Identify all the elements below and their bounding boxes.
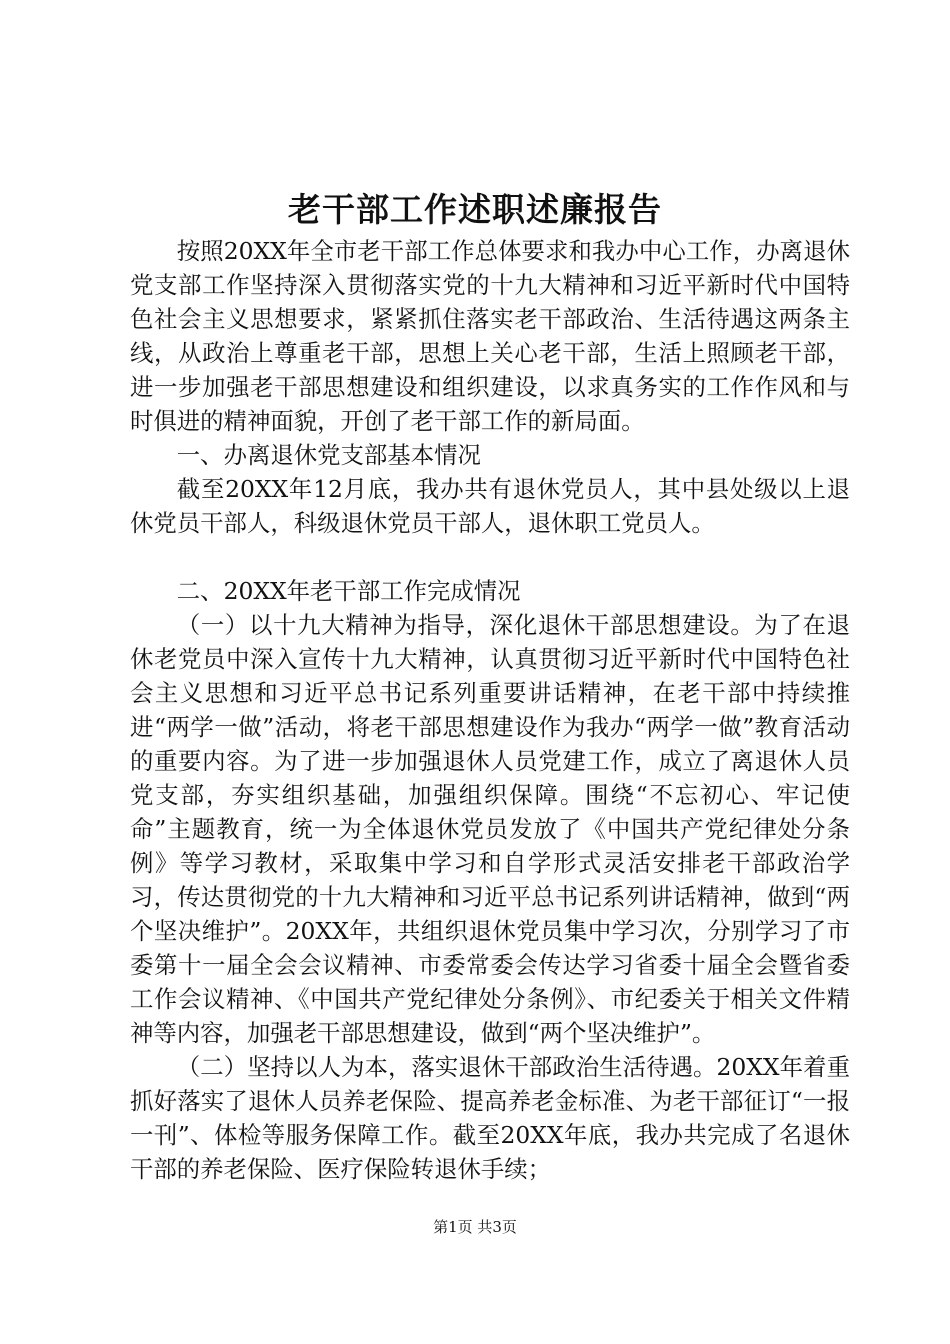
intro-paragraph: 按照20XX年全市老干部工作总体要求和我办中心工作，办离退休党支部工作坚持深入贯彻落实党的十九大精神和习近平新时代中国特色社会主义思想要求，紧紧抓住落实老干部政治、生活待遇这两条主线，从政治上尊重老干部，思想上关心老干部，生活上照顾老干部，进一步加强老干部思想建设和组织建设，以求真务实的工作作风和与时俱进的精神面貌，开创了老干部工作的新局面。 [130,237,850,435]
section1-heading: 一、办离退休党支部基本情况 [176,441,481,469]
document-body [130,234,850,1186]
document-title: 老干部工作述职述廉报告 [288,190,662,229]
section2-paragraph-2: （二）坚持以人为本，落实退休干部政治生活待遇。20XX年着重抓好落实了退休人员养老保险、提高养老金标准、为老干部征订“一报一刊”、体检等服务保障工作。截至20XX年底，我办共完成了名退休干部的养老保险、医疗保险转退休手续； [130,1053,850,1183]
blank-line [130,540,850,574]
section2-paragraph-1: （一）以十九大精神为指导，深化退休干部思想建设。为了在退休老党员中深入宣传十九大精神，认真贯彻习近平新时代中国特色社会主义思想和习近平总书记系列重要讲话精神，在老干部中持续推进“两学一做”活动，将老干部思想建设作为我办“两学一做”教育活动的重要内容。为了进一步加强退休人员党建工作，成立了离退休人员党支部，夯实组织基础，加强组织保障。围绕“不忘初心、牢记使命”主题教育，统一为全体退休党员发放了《中国共产党纪律处分条例》等学习教材，采取集中学习和自学形式灵活安排老干部政治学习，传达贯彻党的十九大精神和习近平总书记系列讲话精神，做到“两个坚决维护”。20XX年，共组织退休党员集中学习次，分别学习了市委第十一届全会会议精神、市委常委会传达学习省委十届全会暨省委工作会议精神、《中国共产党纪律处分条例》、市纪委关于相关文件精神等内容，加强老干部思想建设，做到“两个坚决维护”。 [130,611,850,1047]
page-footer: 第1页 共3页 [433,1218,517,1236]
section2-heading: 二、20XX年老干部工作完成情况 [176,577,521,605]
section1-paragraph: 截至20XX年12月底，我办共有退休党员人，其中县处级以上退休党员干部人，科级退休党员干部人，退休职工党员人。 [130,475,850,537]
